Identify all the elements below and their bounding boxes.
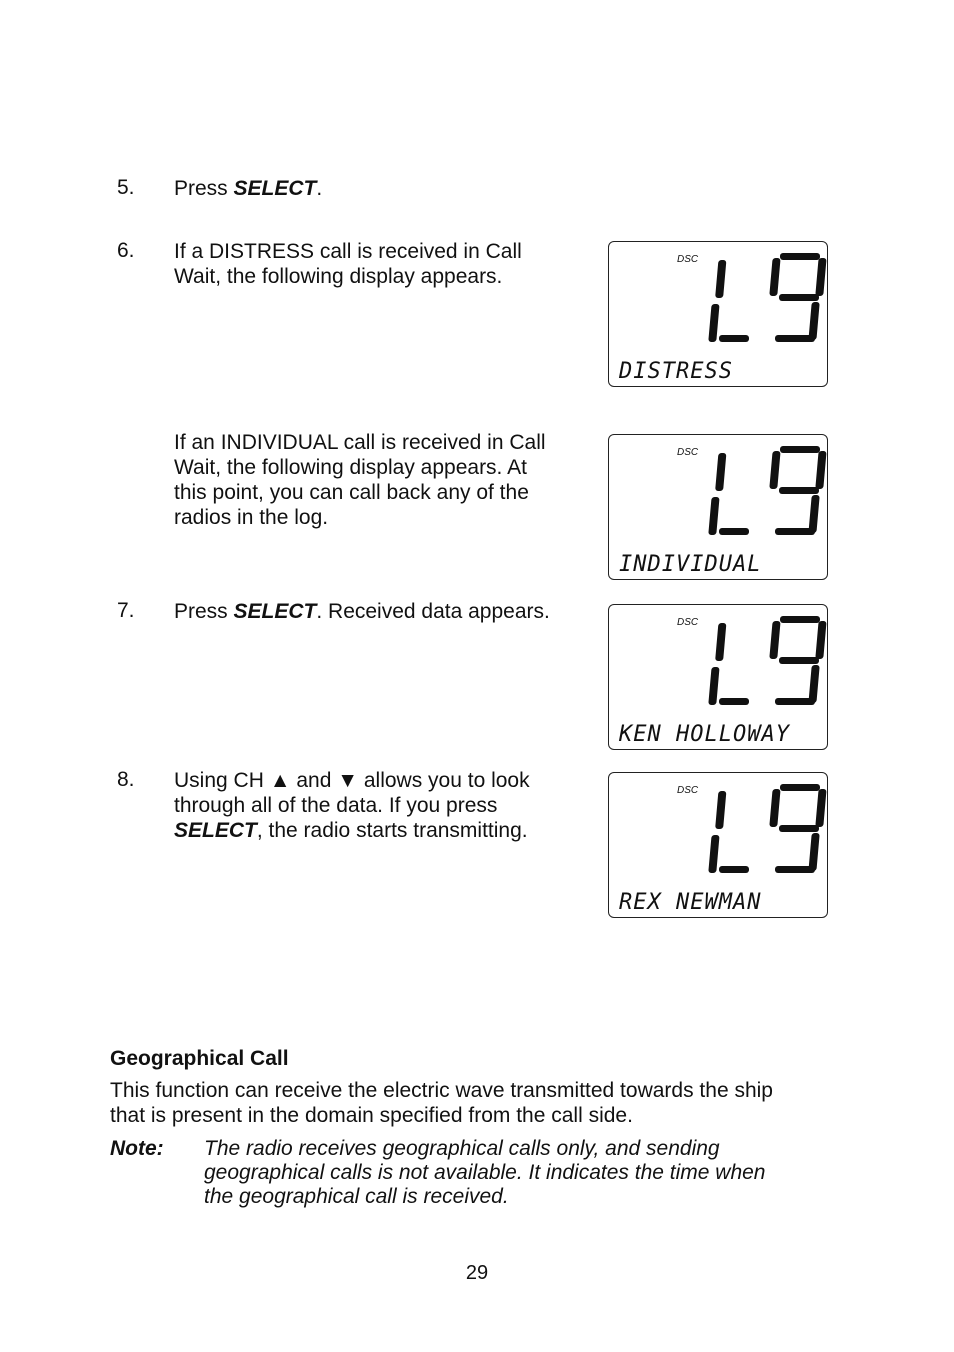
individual-text xyxy=(174,430,546,530)
step-text: . Received data appears. xyxy=(316,600,550,623)
step-line: through all of the data. If you press xyxy=(174,794,498,817)
step-text: , the radio starts transmitting. xyxy=(256,819,528,842)
channel-digits xyxy=(708,253,826,342)
note-line: geographical calls is not available. It indicates the time when xyxy=(204,1161,766,1184)
para-line: This function can receive the electric wave transmitted towards the ship xyxy=(110,1079,773,1102)
step-line xyxy=(174,818,530,843)
lcd-text: DISTRESS xyxy=(619,359,733,384)
lcd-text: KEN HOLLOWAY xyxy=(619,722,790,747)
section-heading: Geographical Call xyxy=(110,1047,289,1070)
step-text: Press xyxy=(174,177,234,200)
lcd-display-rex-newman xyxy=(608,772,828,918)
select-key-label: SELECT xyxy=(174,819,257,842)
note-label: Note: xyxy=(110,1137,164,1160)
lcd-display-individual xyxy=(608,434,828,580)
para-line: that is present in the domain specified from the call side. xyxy=(110,1104,633,1127)
step-number: 8. xyxy=(117,768,135,791)
step-6-text xyxy=(174,239,522,289)
step-line: If an INDIVIDUAL call is received in Call xyxy=(174,431,546,454)
step-text: . xyxy=(316,177,323,200)
lcd-text: INDIVIDUAL xyxy=(619,552,762,577)
note-line: the geographical call is received. xyxy=(204,1185,509,1208)
step-text: allows you to look xyxy=(358,769,530,792)
step-text: Using CH xyxy=(174,769,270,792)
dsc-badge: DSC xyxy=(677,447,699,458)
dsc-badge: DSC xyxy=(677,785,699,796)
step-5-text xyxy=(174,176,322,201)
step-number: 7. xyxy=(117,599,135,622)
channel-digits xyxy=(708,616,826,705)
note-text xyxy=(204,1137,844,1209)
step-8-text xyxy=(174,768,530,843)
step-text: and xyxy=(290,769,338,792)
step-line: radios in the log. xyxy=(174,506,329,529)
step-7-text xyxy=(174,599,550,624)
step-number: 5. xyxy=(117,176,135,199)
step-line xyxy=(174,768,530,793)
dsc-badge: DSC xyxy=(677,254,699,265)
step-line: this point, you can call back any of the xyxy=(174,481,529,504)
note-line: The radio receives geographical calls only, and sending xyxy=(204,1137,720,1160)
step-line: Wait, the following display appears. At xyxy=(174,456,527,479)
step-number: 6. xyxy=(117,239,135,262)
page-number: 29 xyxy=(465,1262,489,1284)
step-line: If a DISTRESS call is received in Call xyxy=(174,240,522,263)
dsc-badge: DSC xyxy=(677,617,699,628)
lcd-text: REX NEWMAN xyxy=(619,890,762,915)
triangle-down-icon: ▼ xyxy=(337,769,359,792)
channel-digits xyxy=(708,784,826,873)
step-text: Press xyxy=(174,600,234,623)
lcd-display-ken-holloway xyxy=(608,604,828,750)
lcd-display-distress xyxy=(608,241,828,387)
select-key-label: SELECT xyxy=(233,177,317,200)
triangle-up-icon: ▲ xyxy=(269,769,291,792)
select-key-label: SELECT xyxy=(233,600,317,623)
channel-digits xyxy=(708,446,826,535)
step-line: Wait, the following display appears. xyxy=(174,265,503,288)
section-paragraph xyxy=(110,1078,850,1128)
